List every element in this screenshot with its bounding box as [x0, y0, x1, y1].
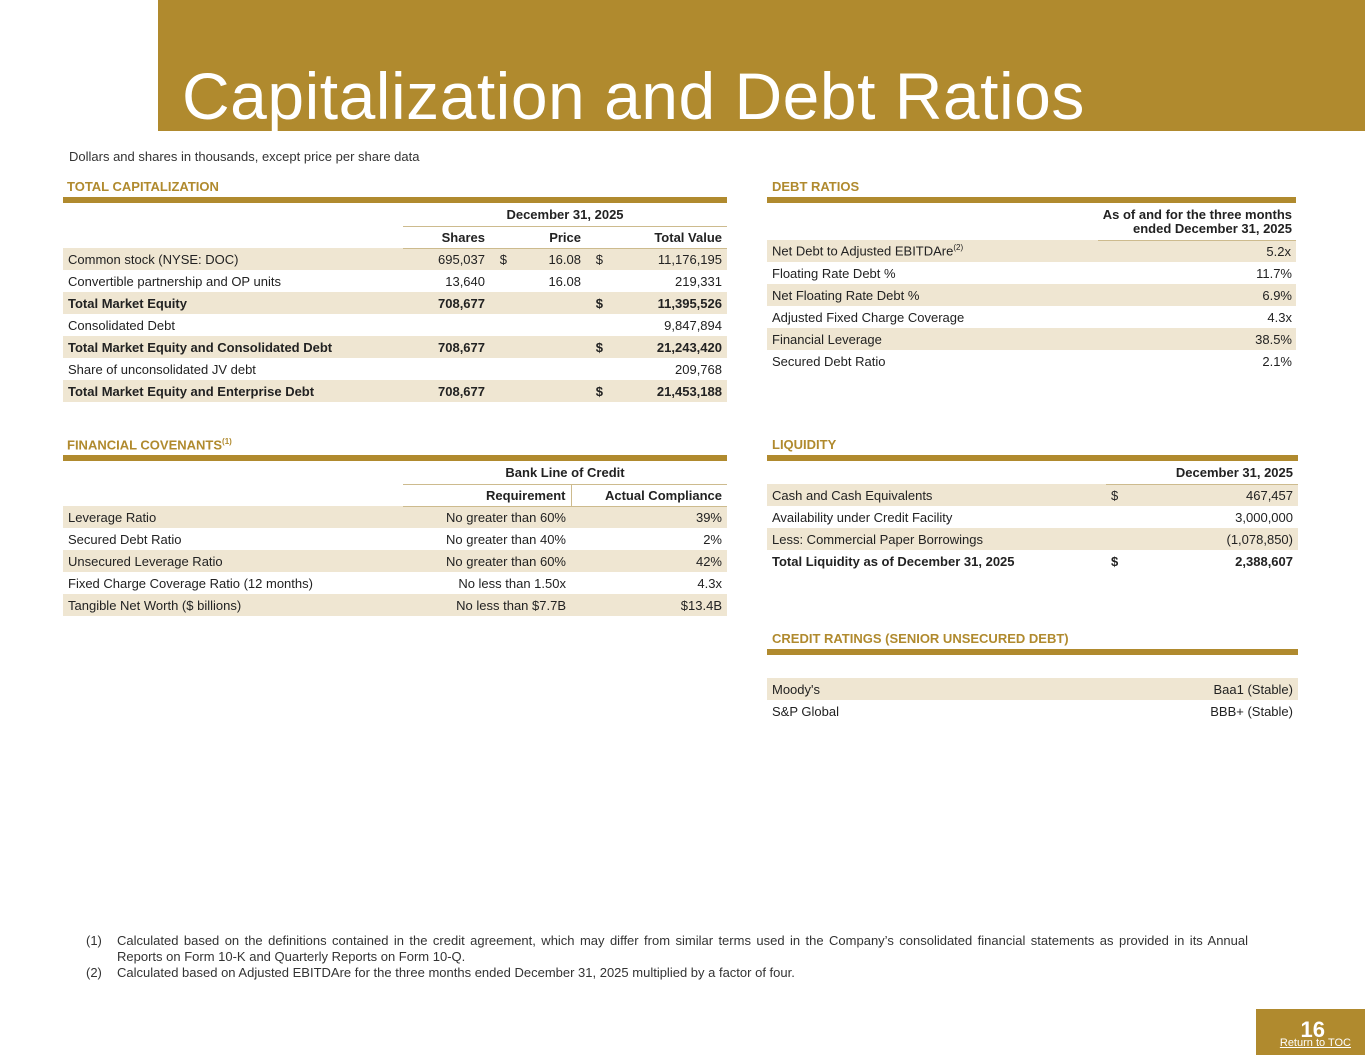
row-value: 4.3x	[1267, 309, 1292, 325]
footnote	[86, 933, 1248, 965]
row-label: Common stock (NYSE: DOC)	[63, 248, 403, 270]
row-label: Adjusted Fixed Charge Coverage	[772, 309, 965, 325]
currency-symbol	[490, 270, 512, 292]
shares-cell: 708,677	[403, 292, 490, 314]
row-value: 11.7%	[1256, 265, 1292, 281]
actual-compliance-cell: 4.3x	[697, 575, 722, 591]
units-note: Dollars and shares in thousands, except price per share data	[69, 149, 420, 164]
shares-cell: 695,037	[403, 248, 490, 270]
currency-symbol	[490, 358, 512, 380]
row-label: Convertible partnership and OP units	[68, 273, 281, 289]
row-label: Less: Commercial Paper Borrowings	[767, 528, 1106, 550]
row-value: 3,000,000	[1235, 509, 1293, 525]
table-row	[63, 380, 727, 402]
currency-symbol	[490, 314, 512, 336]
shares-cell: 13,640	[445, 273, 485, 289]
table-row	[767, 528, 1298, 550]
currency-symbol	[490, 380, 512, 402]
table-row	[767, 240, 1296, 262]
row-value: 2,388,607	[1235, 553, 1293, 569]
total-value-cell: 219,331	[675, 273, 722, 289]
requirement-cell: No greater than 60%	[403, 506, 571, 528]
credit-ratings-title: CREDIT RATINGS (SENIOR UNSECURED DEBT)	[772, 631, 1069, 646]
currency-symbol: $	[586, 380, 608, 402]
period-header: December 31, 2025	[403, 204, 727, 226]
return-to-toc-link[interactable]: Return to TOC	[1279, 1037, 1351, 1049]
table-row	[63, 270, 727, 292]
total-value-cell: 9,847,894	[664, 317, 722, 333]
price-cell	[512, 314, 586, 336]
currency-symbol: $	[586, 248, 608, 270]
group-header: Bank Line of Credit	[403, 462, 727, 484]
table-row	[767, 700, 1298, 722]
financial-covenants-title: FINANCIAL COVENANTS$^{(1)}$	[67, 437, 232, 453]
table-row	[767, 350, 1296, 372]
table-row	[63, 594, 727, 616]
currency-symbol	[1106, 528, 1136, 550]
currency-symbol	[490, 292, 512, 314]
footnotes	[86, 933, 1248, 981]
table-row	[63, 550, 727, 572]
table-row	[767, 284, 1296, 306]
debt-ratios-table	[767, 204, 1296, 372]
row-label: Fixed Charge Coverage Ratio (12 months)	[68, 575, 313, 591]
currency-symbol	[586, 270, 608, 292]
currency-symbol: $	[586, 336, 608, 358]
table-row	[767, 328, 1296, 350]
row-label: Tangible Net Worth ($ billions)	[63, 594, 403, 616]
price-cell	[512, 292, 586, 314]
row-label: Total Market Equity and Consolidated Debt	[63, 336, 403, 358]
currency-symbol: $	[490, 248, 512, 270]
table-row	[63, 528, 727, 550]
table-row	[63, 358, 727, 380]
requirement-cell: No less than 1.50x	[458, 575, 566, 591]
agency-label: S&P Global	[772, 703, 839, 719]
price-cell: 16.08	[512, 248, 586, 270]
requirement-cell: No greater than 40%	[446, 531, 566, 547]
footnote-text: Calculated based on Adjusted EBITDAre for the three months ended December 31, 2025 multiplied by a factor of four.	[117, 965, 795, 980]
page-number: 16	[1300, 1017, 1325, 1042]
currency-symbol	[586, 358, 608, 380]
section-rule	[63, 455, 727, 461]
agency-label: Moody's	[767, 678, 1127, 700]
col-header-price: Price	[512, 226, 586, 248]
currency-symbol: $	[1106, 484, 1136, 506]
total-capitalization-table	[63, 204, 727, 402]
section-rule	[767, 649, 1298, 655]
row-value: 38.5%	[1098, 328, 1296, 350]
row-label: Leverage Ratio	[63, 506, 403, 528]
footnote-text: Calculated based on the definitions contained in the credit agreement, which may differ from similar terms used in the Company’s consolidated financial statements as provided in its Annual Reports on Form 10-K and Quarterly Reports on Form 10-Q.	[117, 933, 1248, 964]
row-label: Secured Debt Ratio	[772, 353, 886, 369]
row-label: Net Floating Rate Debt %	[767, 284, 1098, 306]
table-row	[63, 314, 727, 336]
table-row	[767, 484, 1298, 506]
table-row	[767, 506, 1298, 528]
price-cell: 16.08	[548, 273, 581, 289]
footnote-number: (2)	[86, 965, 102, 980]
col-header-requirement: Requirement	[403, 484, 571, 506]
liquidity-title: LIQUIDITY	[772, 437, 837, 452]
row-label: Secured Debt Ratio	[68, 531, 182, 547]
credit-ratings-table	[767, 678, 1298, 722]
table-row	[63, 336, 727, 358]
period-header: December 31, 2025	[1106, 462, 1298, 484]
row-label: Total Liquidity as of December 31, 2025	[772, 553, 1015, 569]
row-label: Cash and Cash Equivalents	[767, 484, 1106, 506]
total-value-cell: 11,395,526	[608, 292, 727, 314]
table-row	[63, 506, 727, 528]
actual-compliance-cell: 42%	[571, 550, 727, 572]
debt-ratios-title: DEBT RATIOS	[772, 179, 860, 194]
price-cell	[512, 336, 586, 358]
rating-value: Baa1 (Stable)	[1127, 678, 1298, 700]
table-row	[767, 678, 1298, 700]
total-value-cell: 11,176,195	[608, 248, 727, 270]
footnote	[86, 965, 1248, 981]
currency-symbol: $	[1111, 553, 1119, 569]
table-row	[767, 550, 1298, 572]
row-value: (1,078,850)	[1136, 528, 1298, 550]
col-header-shares: Shares	[403, 226, 490, 248]
row-label: Share of unconsolidated JV debt	[68, 361, 256, 377]
col-header-actual: Actual Compliance	[571, 484, 727, 506]
table-row	[767, 262, 1296, 284]
row-value: 2.1%	[1262, 353, 1292, 369]
actual-compliance-cell: 2%	[703, 531, 722, 547]
col-header-total-value: Total Value	[608, 226, 727, 248]
row-label: Financial Leverage	[767, 328, 1098, 350]
row-value: 6.9%	[1098, 284, 1296, 306]
table-row	[63, 572, 727, 594]
total-value-cell: 21,453,188	[608, 380, 727, 402]
currency-symbol	[586, 314, 608, 336]
row-label: Floating Rate Debt %	[772, 265, 896, 281]
row-label: Unsecured Leverage Ratio	[63, 550, 403, 572]
currency-symbol: $	[586, 292, 608, 314]
total-capitalization-title: TOTAL CAPITALIZATION	[67, 179, 219, 194]
total-value-cell: 21,243,420	[608, 336, 727, 358]
debt-ratios-header: As of and for the three months ended December 31, 2025	[1098, 204, 1296, 240]
row-label: Consolidated Debt	[68, 317, 175, 333]
currency-symbol	[1106, 506, 1136, 528]
actual-compliance-cell: $13.4B	[571, 594, 727, 616]
requirement-cell: No greater than 60%	[403, 550, 571, 572]
row-label: Total Market Equity and Enterprise Debt	[63, 380, 403, 402]
rating-value: BBB+ (Stable)	[1210, 703, 1293, 719]
price-cell	[512, 358, 586, 380]
currency-symbol	[490, 336, 512, 358]
section-rule	[63, 197, 727, 203]
title-banner	[158, 0, 1365, 131]
price-cell	[512, 380, 586, 402]
page-number-box	[1256, 1009, 1365, 1055]
table-row	[63, 292, 727, 314]
footnote-number: (1)	[86, 933, 102, 948]
row-label: Net Debt to Adjusted EBITDAre$^{(2)}$	[767, 240, 1098, 262]
row-label: Availability under Credit Facility	[772, 509, 953, 525]
row-value: 5.2x	[1098, 240, 1296, 262]
row-value: 467,457	[1136, 484, 1298, 506]
liquidity-table	[767, 462, 1298, 572]
page-title: Capitalization and Debt Ratios	[182, 59, 1085, 133]
financial-covenants-table	[63, 462, 727, 616]
row-label: Total Market Equity	[63, 292, 403, 314]
total-value-cell: 209,768	[675, 361, 722, 377]
section-rule	[767, 197, 1296, 203]
table-row	[767, 306, 1296, 328]
shares-cell: 708,677	[403, 380, 490, 402]
section-rule	[767, 455, 1298, 461]
table-row	[63, 248, 727, 270]
actual-compliance-cell: 39%	[571, 506, 727, 528]
shares-cell: 708,677	[403, 336, 490, 358]
shares-cell	[403, 358, 490, 380]
shares-cell	[403, 314, 490, 336]
requirement-cell: No less than $7.7B	[403, 594, 571, 616]
